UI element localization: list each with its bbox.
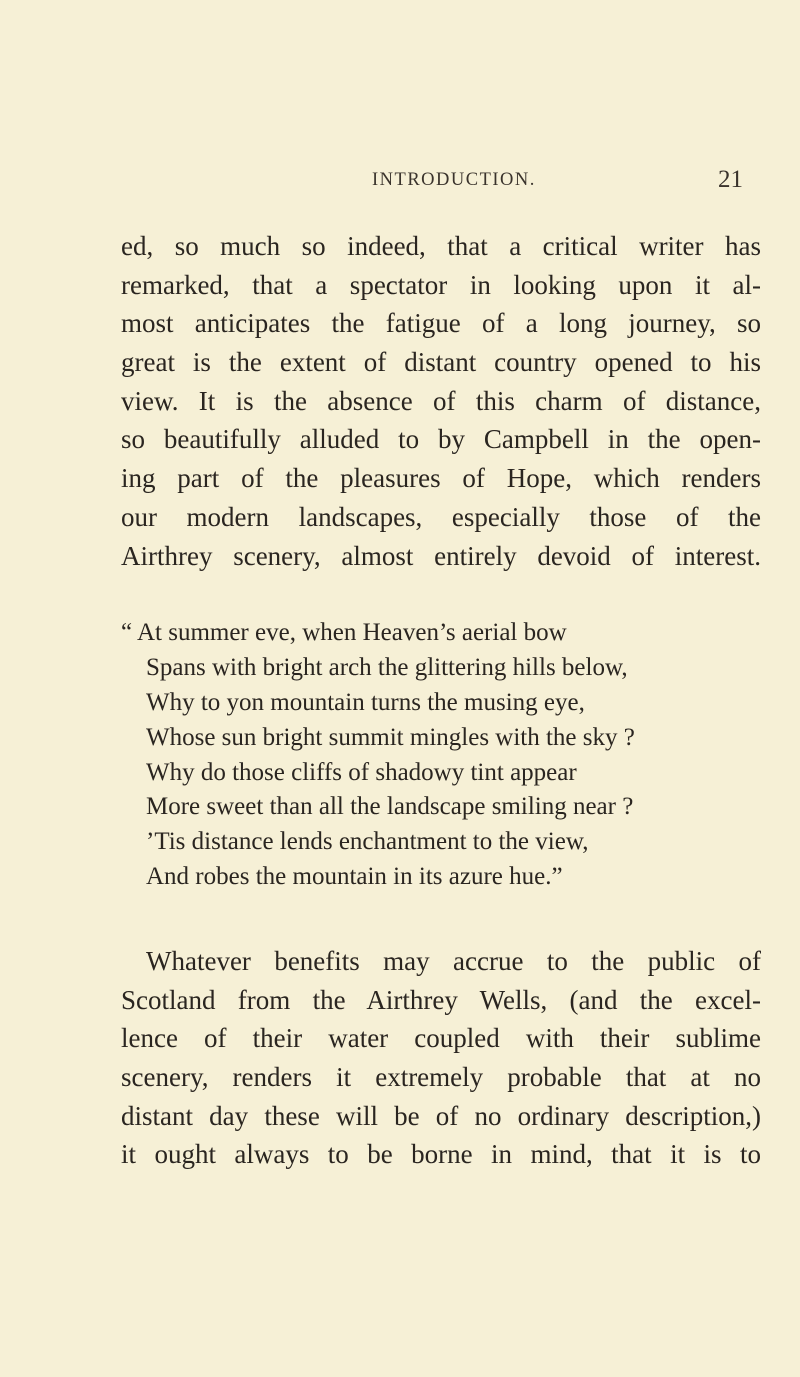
poem-line: Why to yon mountain turns the musing eye, — [146, 688, 585, 716]
poem-line: Why do those cliffs of shadowy tint appear — [146, 758, 577, 786]
page-number: 21 — [718, 166, 743, 193]
running-header: INTRODUCTION. — [372, 170, 536, 190]
text-line: it ought always to be borne in mind, that it is to — [121, 1139, 761, 1170]
text-line: ing part of the pleasures of Hope, which renders — [121, 463, 761, 494]
poem-line: And robes the mountain in its azure hue.” — [146, 863, 563, 891]
text-line: most anticipates the fatigue of a long journey, so — [121, 308, 761, 339]
paragraph-2 — [121, 942, 761, 1174]
paragraph-1 — [121, 227, 761, 575]
poem-line: “ At summer eve, when Heaven’s aerial bow — [121, 619, 567, 646]
text-line: view. It is the absence of this charm of distance, — [121, 385, 761, 416]
poem-line: More sweet than all the landscape smiling near ? — [146, 793, 634, 821]
text-line: distant day these will be of no ordinary description,) — [121, 1100, 761, 1131]
poem-line: Spans with bright arch the glittering hills below, — [146, 653, 628, 681]
text-line: Airthrey scenery, almost entirely devoid of interest. — [121, 540, 761, 571]
poem-line: Whose sun bright summit mingles with the sky ? — [146, 723, 635, 751]
text-line: great is the extent of distant country opened to his — [121, 347, 761, 378]
text-line: remarked, that a spectator in looking upon it al- — [121, 269, 761, 300]
poem-line: ’Tis distance lends enchantment to the view, — [146, 828, 589, 856]
text-line: scenery, renders it extremely probable that at no — [121, 1062, 761, 1093]
text-line: our modern landscapes, especially those of the — [121, 501, 761, 532]
text-line: so beautifully alluded to by Campbell in the open- — [121, 424, 761, 455]
text-line: Scotland from the Airthrey Wells, (and the excel- — [121, 984, 761, 1015]
text-line: Whatever benefits may accrue to the public of — [146, 946, 761, 976]
poem-quotation — [121, 616, 761, 895]
text-line: lence of their water coupled with their sublime — [121, 1023, 761, 1054]
text-line: ed, so much so indeed, that a critical writer has — [121, 231, 761, 261]
